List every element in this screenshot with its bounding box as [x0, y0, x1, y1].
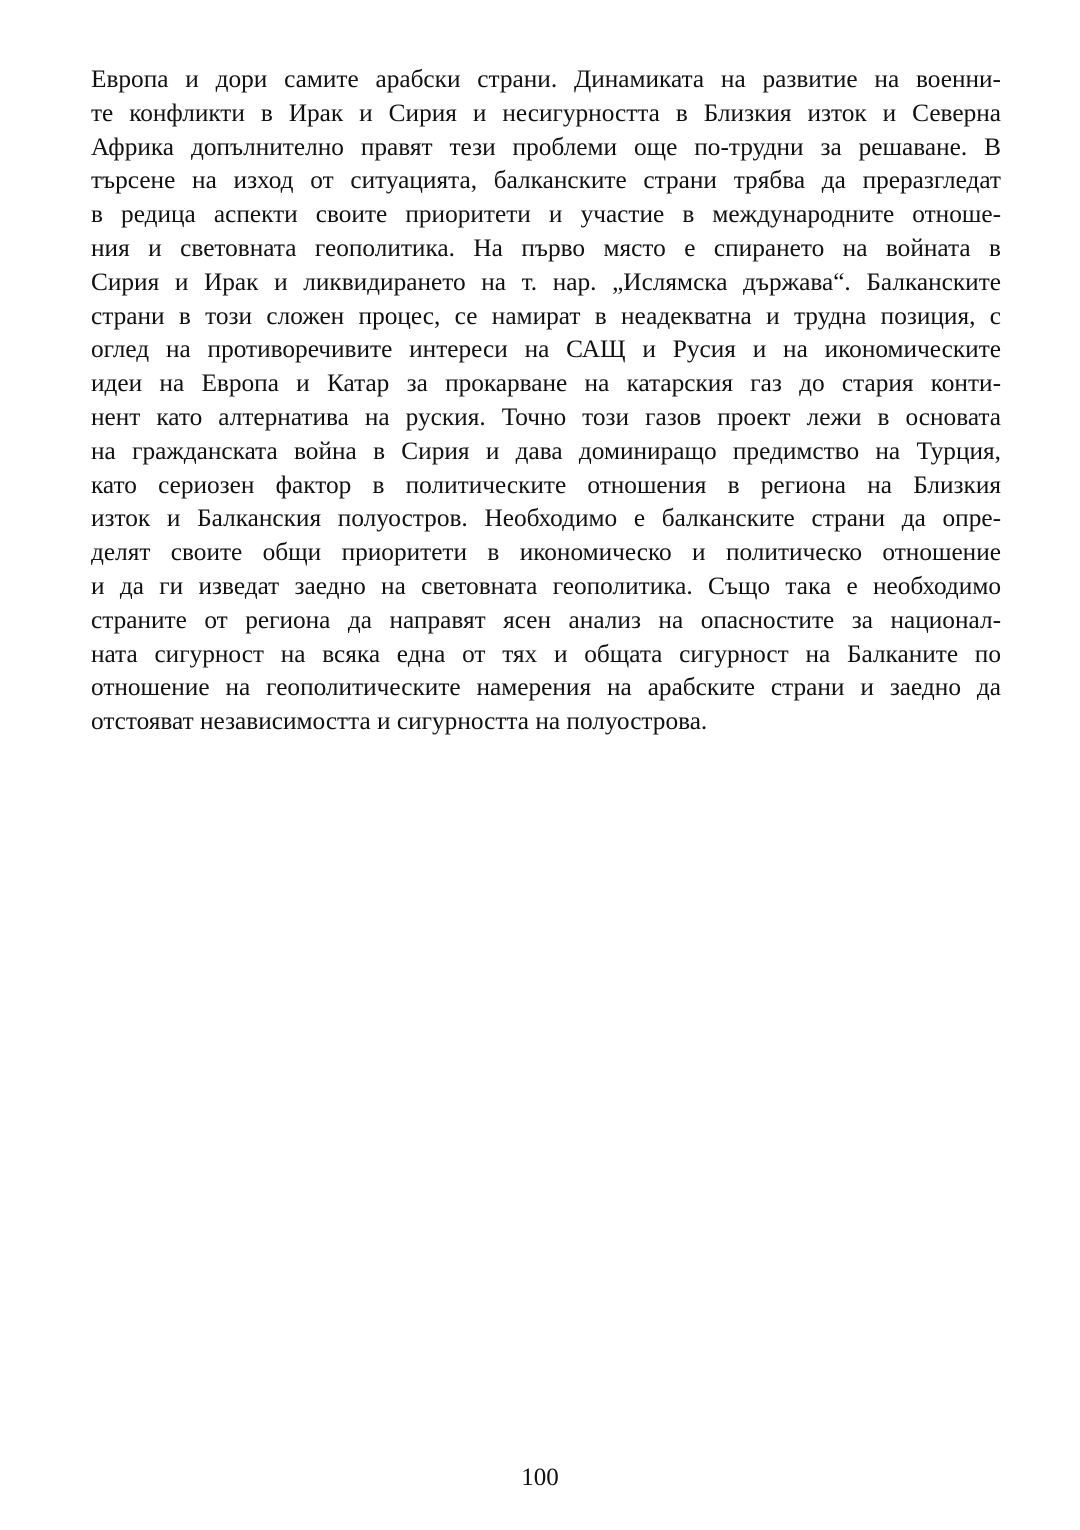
text-line: страни в този сложен процес, се намират в неадекватна и трудна позиция, с	[91, 301, 1001, 330]
text-line: търсене на изход от ситуацията, балканските страни трябва да преразгледат	[91, 166, 1001, 195]
text-line: Европа и дори самите арабски страни. Динамиката на развитие на военни-	[91, 65, 1001, 93]
text-line: като сериозен фактор в политическите отношения в региона на Близкия	[91, 470, 1001, 499]
text-line: Сирия и Ирак и ликвидирането на т. нар. „Ислямска държава“. Балканските	[91, 267, 1001, 296]
text-line: Африка допълнително правят тези проблеми още по-трудни за решаване. В	[91, 132, 1001, 161]
body-paragraph	[91, 63, 1001, 739]
text-line: изток и Балканския полуостров. Необходимо е балканските страни да опре-	[91, 504, 1001, 533]
text-line: отношение на геополитическите намерения на арабските страни и заедно да	[91, 673, 1001, 702]
text-line: ната сигурност на всяка една от тях и общата сигурност на Балканите по	[91, 639, 1001, 668]
text-line: страните от региона да направят ясен анализ на опасностите за национал-	[91, 605, 1001, 634]
text-line: те конфликти в Ирак и Сирия и несигурността в Близкия изток и Северна	[91, 98, 1001, 127]
text-line: в редица аспекти своите приоритети и участие в международните отноше-	[91, 200, 1001, 229]
text-line: делят своите общи приоритети в икономическо и политическо отношение	[91, 538, 1001, 567]
text-line: отстояват независимостта и сигурността на полуострова.	[91, 707, 708, 736]
text-line: ния и световната геополитика. На първо място е спирането на войната в	[91, 233, 1001, 262]
text-line: на гражданската война в Сирия и дава доминиращо предимство на Турция,	[91, 436, 1001, 465]
text-line: оглед на противоречивите интереси на САЩ и Русия и на икономическите	[91, 335, 1001, 364]
text-line: нент като алтернатива на руския. Точно този газов проект лежи в основата	[91, 402, 1001, 431]
text-line: и да ги изведат заедно на световната геополитика. Също така е необходимо	[91, 571, 1001, 600]
text-line: идеи на Европа и Катар за прокарване на катарския газ до стария конти-	[91, 369, 1001, 398]
page-number: 100	[521, 1464, 559, 1491]
